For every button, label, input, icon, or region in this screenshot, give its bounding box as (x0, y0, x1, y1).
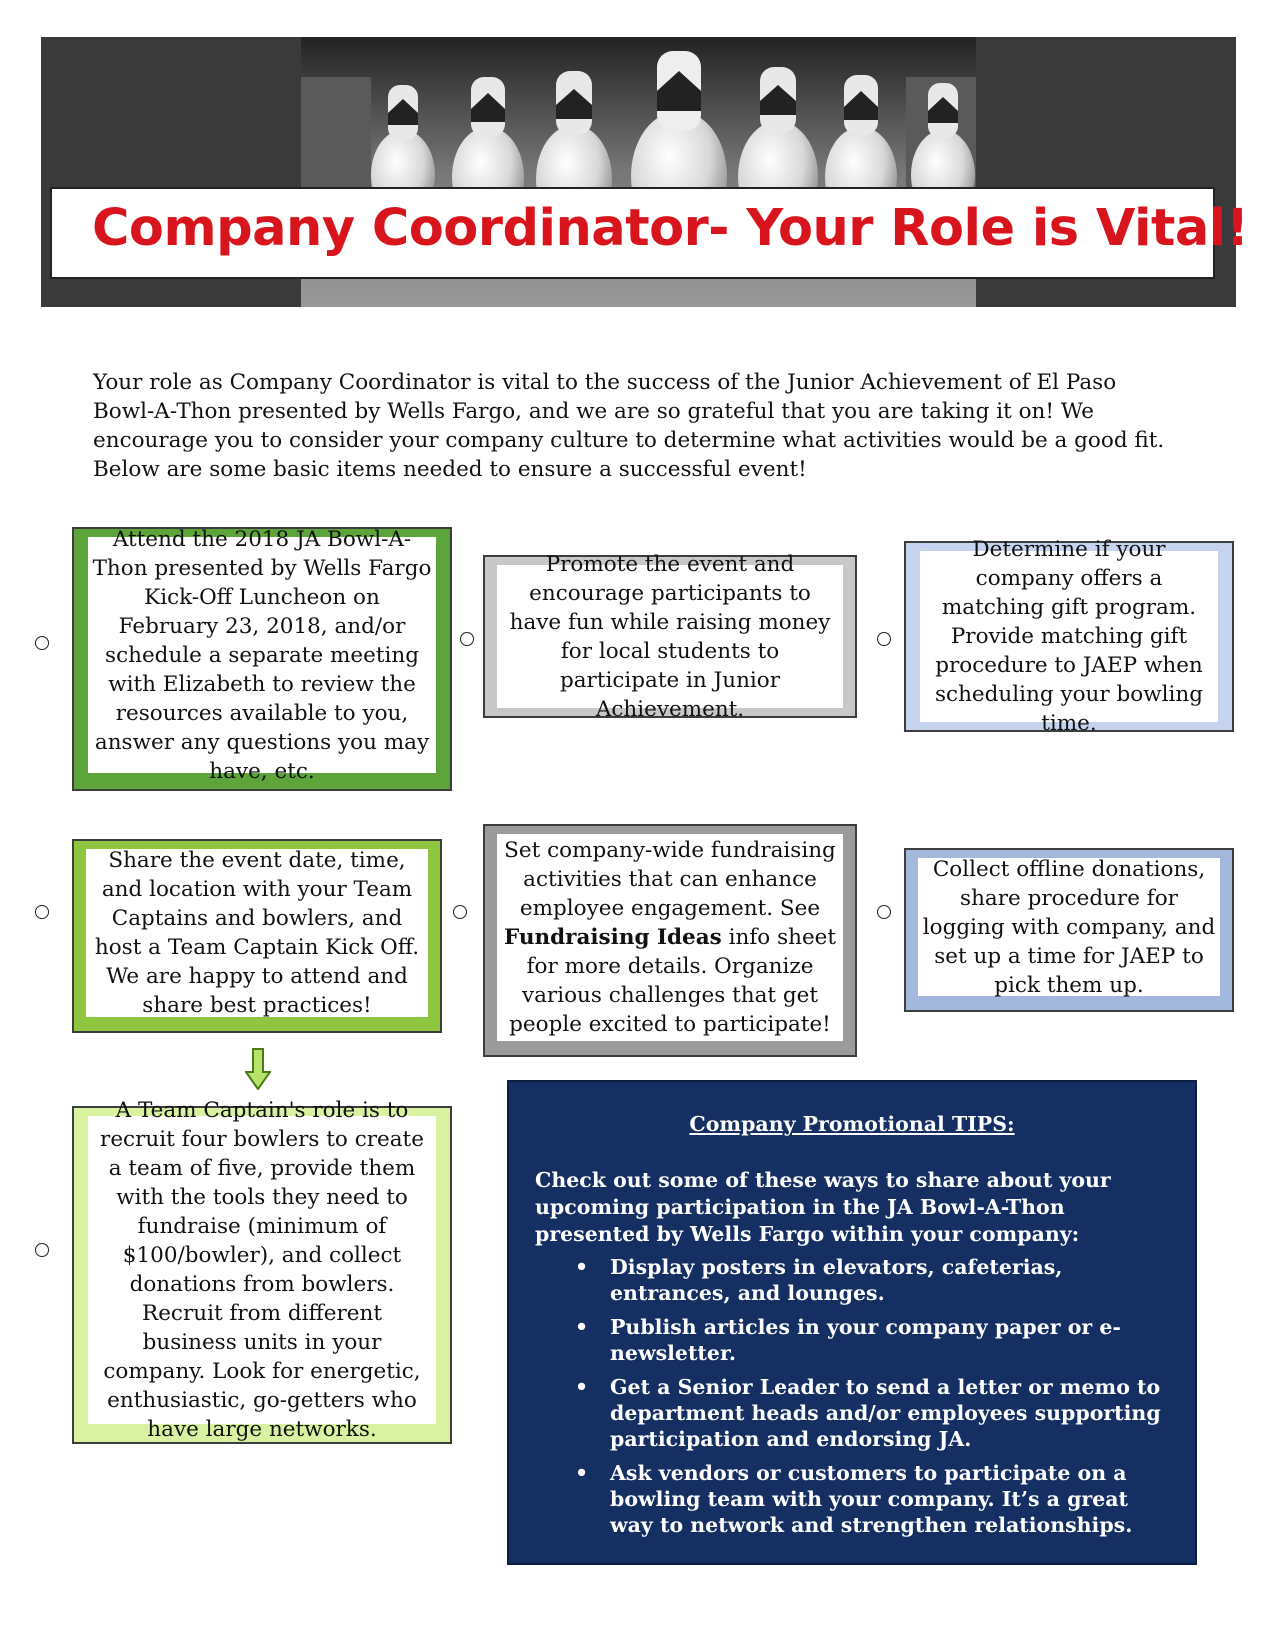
step-text-captain: A Team Captain's role is to recruit four bowlers to create a team of five, provide them with the tools they need to fundraise (minimum of $100/bowler), and collect donations from bowlers. Recruit from different business units in your company. Look for energetic, enthusiastic, go-getters who have large networks. (88, 1116, 436, 1424)
step-card-collect (904, 848, 1234, 1012)
page-title: Company Coordinator- Your Role is Vital! (92, 199, 1249, 258)
list-item: • Display posters in elevators, cafeterias, entrances, and lounges. (575, 1255, 1063, 1305)
step-text-fundraising: Set company-wide fundraising activities that can enhance employee engagement. See Fundraising Ideas info sheet for more details. Organize various challenges that get people excited to participate! (497, 834, 843, 1041)
bullet-circle (460, 632, 474, 646)
step-text-attend: Attend the 2018 JA Bowl-A-Thon presented by Wells Fargo Kick-Off Luncheon on February 23, 2018, and/or schedule a separate meeting with Elizabeth to review the resources available to you, answer any questions you may have, etc. (88, 537, 436, 773)
down-arrow-icon (245, 1048, 271, 1090)
bullet-circle (35, 1243, 49, 1257)
bullet-circle (453, 905, 467, 919)
list-item: • Get a Senior Leader to send a letter or memo to department heads and/or employees supporting participation and endorsing JA. (575, 1375, 1161, 1451)
step-text-collect: Collect offline donations, share procedure for logging with company, and set up a time for JAEP to pick them up. (918, 858, 1220, 996)
bullet-icon: • (575, 1375, 589, 1399)
bullet-circle (35, 905, 49, 919)
step-card-captain (72, 1098, 452, 1444)
bullet-circle (877, 905, 891, 919)
tips-lead: Check out some of these ways to share about your upcoming participation in the JA Bowl-A-Thon presented by Wells Fargo within your company: (535, 1168, 1111, 1246)
step-text-promote: Promote the event and encourage participants to have fun while raising money for local students to participate in Junior Achievement. (497, 565, 843, 708)
step-card-share (72, 839, 442, 1033)
bullet-icon: • (575, 1315, 589, 1339)
step-card-fundraising (483, 824, 857, 1057)
promotional-tips-box (507, 1080, 1197, 1565)
step-text-share: Share the event date, time, and location with your Team Captains and bowlers, and host a Team Captain Kick Off. We are happy to attend and share best practices! (86, 849, 428, 1017)
bullet-icon: • (575, 1461, 589, 1485)
step-text-matching: Determine if your company offers a matching gift program. Provide matching gift procedure to JAEP when scheduling your bowling time. (920, 551, 1218, 722)
step-card-attend (72, 527, 452, 791)
list-item: • Ask vendors or customers to participate on a bowling team with your company. It’s a great way to network and strengthen relationships. (575, 1461, 1133, 1537)
bullet-icon: • (575, 1255, 589, 1279)
list-item: • Publish articles in your company paper or e-newsletter. (575, 1315, 1121, 1365)
bullet-circle (35, 636, 49, 650)
tips-heading: Company Promotional TIPS: (689, 1112, 1015, 1136)
title-box (50, 187, 1249, 279)
step-card-matching (904, 537, 1234, 736)
fundraising-ideas-link: Fundraising Ideas (503, 925, 722, 950)
tips-list (535, 1254, 1175, 1546)
intro-paragraph: Your role as Company Coordinator is vital to the success of the Junior Achievement of El Paso Bowl-A-Thon presented by Wells Fargo, and we are so grateful that you are taking it on! We encourage you to consider your company culture to determine what activities would be a good fit. Below are some basic items needed to ensure a successful event! (93, 370, 1165, 482)
step-card-promote (483, 551, 857, 722)
bullet-circle (877, 632, 891, 646)
